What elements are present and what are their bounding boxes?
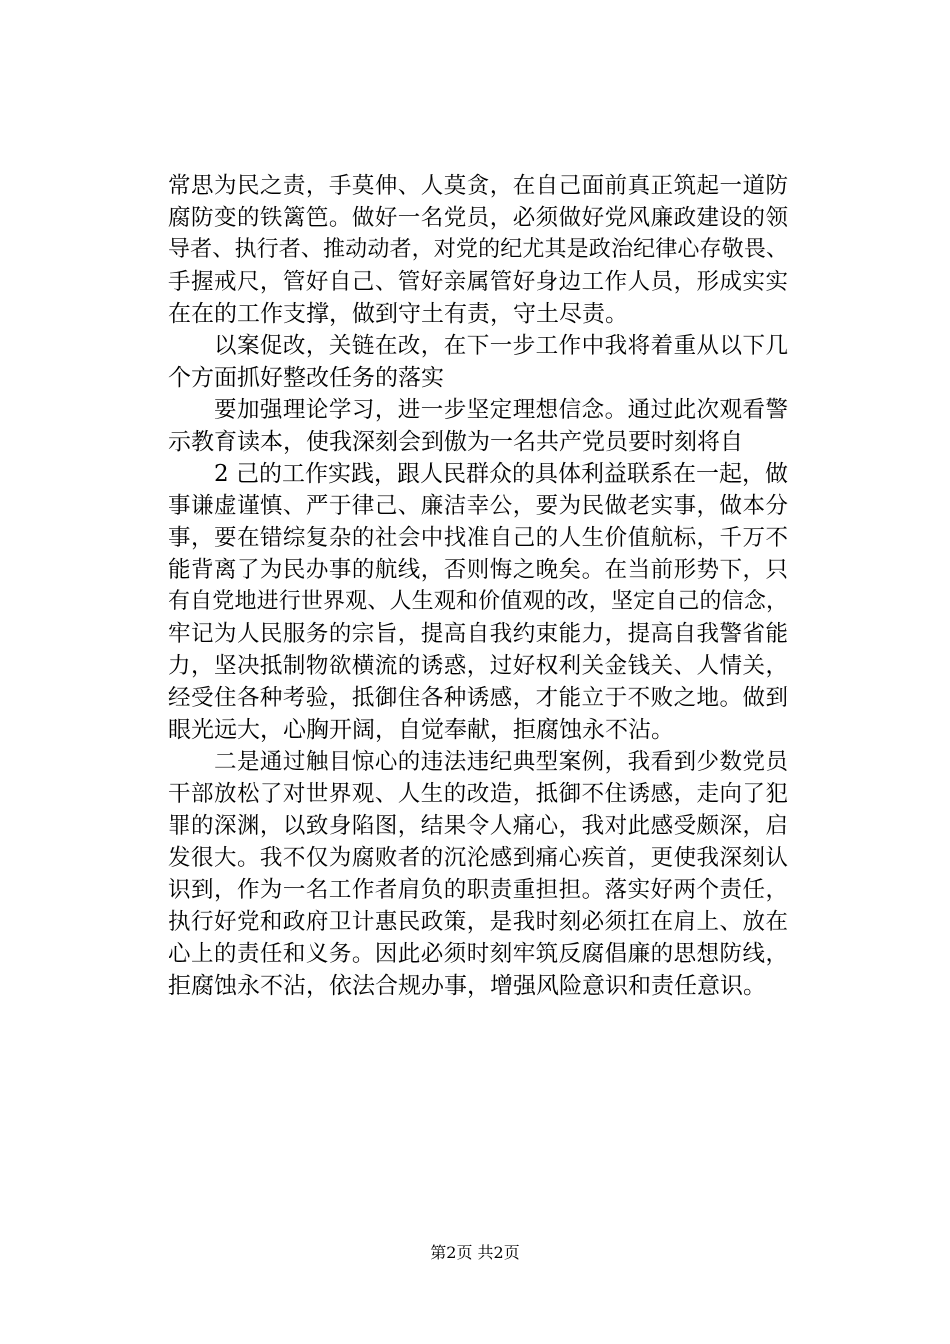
text-line: 有自党地进行世界观、人生观和价值观的改，坚定自己的信念， <box>168 589 788 614</box>
text-line: 心上的责任和义务。因此必须时刻牢筑反腐倡廉的思想防线， <box>168 941 788 967</box>
text-line: 示教育读本，使我深刻会到傲为一名共产党员要时刻将自 <box>168 429 743 455</box>
page-number: 第2页 共2页 <box>430 1243 520 1262</box>
text-line: 以案促改，关链在改，在下一步工作中我将着重从以下几 <box>168 333 788 359</box>
text-line: 二是通过触目惊心的违法违纪典型案例，我看到少数党员 <box>168 749 788 775</box>
text-line: 个方面抓好整改任务的落实 <box>168 365 444 391</box>
text-line: 常思为民之责，手莫伸、人莫贪，在自己面前真正筑起一道防 <box>168 173 788 199</box>
text-line: 执行好党和政府卫计惠民政策，是我时刻必须扛在肩上、放在 <box>168 909 788 935</box>
text-line: 事，要在错综复杂的社会中找准自己的人生价值航标，千万不 <box>168 525 788 551</box>
text-line: 2 己的工作实践，跟人民群众的具体利益联系在一起，做 <box>168 461 788 487</box>
text-line: 经受住各种考验，抵御住各种诱感，才能立于不败之地。做到 <box>168 685 788 711</box>
text-line: 发很大。我不仅为腐败者的沉沦感到痛心疾首，更使我深刻认 <box>168 845 788 871</box>
text-line: 能背离了为民办事的航线，否则悔之晚矣。在当前形势下，只 <box>168 557 788 583</box>
text-line: 识到，作为一名工作者肩负的职责重担担。落实好两个责任， <box>168 877 788 903</box>
text-line: 罪的深渊，以致身陷图，结果令人痛心，我对此感受颇深，启 <box>168 813 788 839</box>
text-line: 导者、执行者、推动动者，对党的纪尤其是政治纪律心存敬畏、 <box>168 237 788 262</box>
text-line: 力，坚决抵制物欲横流的诱惑，过好权利关金钱关、人情关， <box>168 653 788 679</box>
text-line: 眼光远大，心胸开阔，自觉奉献，拒腐蚀永不沾。 <box>168 717 674 743</box>
text-line: 事谦虚谨慎、严于律己、廉洁幸公，要为民做老实事，做本分 <box>168 493 788 519</box>
text-line: 在在的工作支撑，做到守土有责，守土尽责。 <box>168 301 628 327</box>
text-line: 腐防变的铁篱笆。做好一名党员，必须做好党风廉政建设的领 <box>168 205 788 231</box>
text-line: 手握戒尺，管好自己、管好亲属管好身边工作人员，形成实实 <box>168 269 788 295</box>
text-line: 要加强理论学习，进一步坚定理想信念。通过此次观看警 <box>168 397 788 423</box>
page-footer <box>0 1242 950 1264</box>
text-line: 干部放松了对世界观、人生的改造，抵御不住诱感，走向了犯 <box>168 781 788 807</box>
body-text <box>168 170 788 1002</box>
text-line: 拒腐蚀永不沾，依法合规办事，增强风险意识和责任意识。 <box>168 973 766 999</box>
text-line: 牢记为人民服务的宗旨，提高自我约束能力，提高自我警省能 <box>168 621 788 647</box>
